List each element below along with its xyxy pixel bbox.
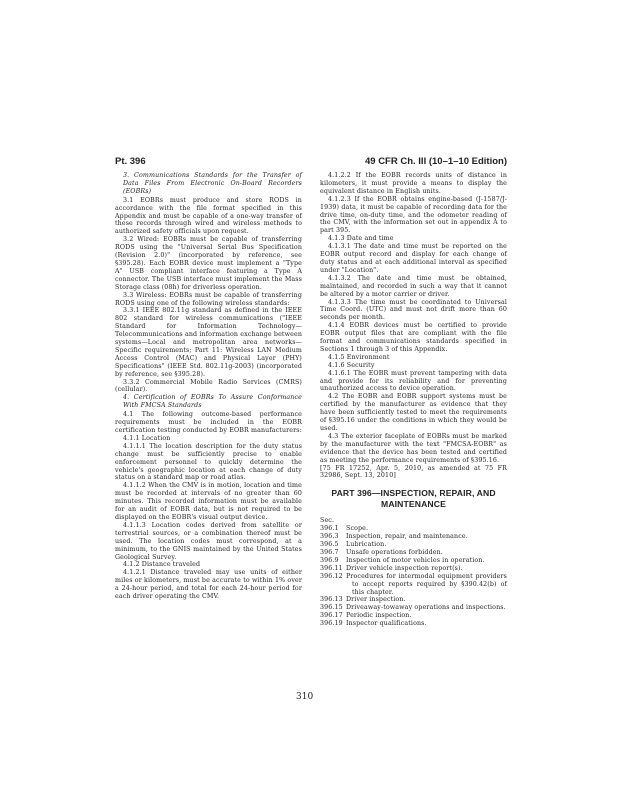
toc-section-title: Inspector qualifications.	[346, 620, 427, 628]
toc-entry	[320, 573, 507, 597]
toc-entry	[320, 604, 507, 612]
paragraph: 4.1.2 Distance traveled	[123, 561, 201, 569]
toc-section-number: 396.12	[320, 572, 343, 580]
toc-entry	[320, 612, 507, 620]
toc-entry	[320, 620, 507, 628]
paragraph: 3.3 Wireless: EOBRs must be capable of transferring RODS using one of the following wireless standards:	[115, 291, 302, 307]
paragraph: 4.1.3.2 The date and time must be obtained, maintained, and recorded in such a way that it cannot be altered by a motor carrier or driver.	[320, 274, 507, 298]
toc-entry	[320, 565, 507, 573]
toc-section-number: 396.5	[320, 541, 339, 549]
toc-section-number: 396.17	[320, 612, 343, 620]
toc-section-title: Driver inspection.	[346, 596, 406, 604]
toc-section-title: Driveaway-towaway operations and inspections.	[346, 604, 506, 612]
paragraph: 4.1.1.3 Location codes derived from satellite or terrestrial sources, or a combination thereof must be used. The location codes must correspond, at a minimum, to the GNIS maintained by the United States Geological Survey.	[115, 521, 302, 561]
toc-section-title: Inspection, repair, and maintenance.	[346, 533, 468, 541]
toc-entry	[320, 596, 507, 604]
paragraph: 4.1.2.1 Distance traveled may use units of either miles or kilometers, must be accurate to within 1% over a 24-hour period, and total for each 24-hour period for each driver operating the CMV.	[115, 569, 302, 601]
paragraph: 4.1.2.3 If the EOBR obtains engine-based (J-1587/J-1939) data, it must be capable of recording data for the drive time, on-duty time, and the odometer reading of the CMV, with the information set out in appendix A to part 395.	[320, 195, 507, 235]
section-heading: 3. Communications Standards for the Transfer of Data Files From Electronic On-Board Recorders (EOBRs)	[123, 172, 302, 195]
toc-section-number: 396.19	[320, 620, 343, 628]
paragraph: [75 FR 17252, Apr. 5, 2010, as amended at 75 FR 32986, Sept. 13, 2010]	[320, 464, 507, 480]
right-column-paragraphs	[320, 172, 507, 480]
paragraph: 4.1.1.2 When the CMV is in motion, location and time must be recorded at intervals of no greater than 60 minutes. This recorded information must be available for an audit of EOBR data, but is not required to be displayed on the EOBR's visual output device.	[115, 482, 302, 521]
toc-section-title: Inspection of motor vehicles in operation.	[346, 556, 485, 564]
table-of-contents	[320, 525, 507, 628]
running-head-title: 49 CFR Ch. III (10–1–10 Edition)	[364, 156, 507, 167]
toc-section-number: 396.3	[320, 533, 339, 541]
toc-entry	[320, 525, 507, 533]
paragraph: 4.1.3.1 The date and time must be reported on the EOBR output record and display for each change of duty status and at each additional interval as specified under "Location".	[320, 243, 507, 274]
paragraph: 4.1.6 Security	[328, 361, 375, 369]
toc-section-title: Unsafe operations forbidden.	[346, 548, 443, 556]
toc-section-number: 396.13	[320, 596, 343, 604]
toc-entry	[320, 533, 507, 541]
toc-entry	[320, 541, 507, 549]
paragraph: 3.3.2 Commercial Mobile Radio Services (CMRS) (cellular).	[115, 378, 302, 394]
toc-section-title: Procedures for intermodal equipment providers to accept reports required by §390.42(b) of this chapter.	[346, 572, 507, 596]
toc-section-title: Lubrication.	[346, 541, 387, 549]
toc-section-number: 396.15	[320, 604, 343, 612]
paragraph: 4.1.6.1 The EOBR must prevent tampering with data and provide for its reliability and for preventing unauthorized access to device operation.	[320, 369, 507, 393]
paragraph: 4.1.4 EOBR devices must be certified to provide EOBR output files that are compliant with the file format and communications standards specified in Sections 1 through 3 of this Appendix.	[320, 322, 507, 353]
right-column	[320, 172, 507, 628]
toc-section-number: 396.1	[320, 525, 339, 533]
toc-entry	[320, 557, 507, 565]
page-number: 310	[296, 692, 314, 702]
part-heading: PART 396—INSPECTION, REPAIR, AND MAINTENANCE	[331, 488, 496, 510]
paragraph: 3.3.1 IEEE 802.11g standard as defined in the IEEE 802 standard for wireless communications ("IEEE Standard for Information Technology—Telecommunications and information exchange between systems—Local and metropolitan area networks—Specific requirements; Part 11: Wireless LAN Medium Access Control (MAC) and Physical Layer (PHY) Specifications" (IEEE Std. 802.11g-2003) (incorporated by reference, see §395.28).	[115, 307, 302, 378]
paragraph: 4.1.5 Environment	[328, 353, 390, 361]
toc-section-title: Scope.	[346, 525, 369, 533]
toc-section-title: Driver vehicle inspection report(s).	[346, 564, 463, 572]
toc-section-number: 396.11	[320, 564, 343, 572]
toc-section-title: Periodic inspection.	[346, 612, 412, 620]
paragraph: 4.1 The following outcome-based performance requirements must be included in the EOBR certification testing conducted by EOBR manufacturers:	[115, 411, 302, 434]
paragraph: 4.2 The EOBR and EOBR support systems must be certified by the manufacturer as evidence that they have been sufficiently tested to meet the requirements of §395.16 under the conditions in which they would be used.	[320, 393, 507, 432]
paragraph: 4.1.2.2 If the EOBR records units of distance in kilometers, it must provide a means to display the equivalent distance in English units.	[320, 172, 507, 195]
paragraph: 4.1.3.3 The time must be coordinated to Universal Time Coord. (UTC) and must not drift more than 60 seconds per month.	[320, 298, 507, 322]
left-column	[115, 172, 302, 601]
paragraph: 3.1 EOBRs must produce and store RODS in accordance with the file format specified in this Appendix and must be capable of a one-way transfer of these records through wired and wireless methods to authorized safety officials upon request.	[115, 196, 302, 236]
paragraph: 4.1.1 Location	[123, 434, 171, 442]
paragraph: 4.1.1.1 The location description for the duty status change must be sufficiently precise to enable enforcement personnel to quickly determine the vehicle's geographic location at each change of duty status on a standard map or road atlas.	[115, 442, 302, 482]
toc-section-number: 396.9	[320, 556, 339, 564]
toc-entry	[320, 549, 507, 557]
paragraph: 4.3 The exterior faceplate of EOBRs must be marked by the manufacturer with the text "FMCSA-EOBR" as evidence that the device has been tested and certified as meeting the performance requirements of §395.16.	[320, 432, 507, 464]
paragraph: 3.2 Wired: EOBRs must be capable of transferring RODS using the "Universal Serial Bus Specification (Revision 2.0)" (incorporated by reference, see §395.28). Each EOBR device must implement a "Type A" USB compliant interface featuring a Type A connector. The USB interface must implement the Mass Storage class (08h) for driverless operation.	[115, 236, 302, 291]
running-head-part: Pt. 396	[115, 156, 146, 167]
toc-section-number: 396.7	[320, 548, 339, 556]
paragraph: 4.1.3 Date and time	[328, 235, 394, 243]
section-heading: 4. Certification of EOBRs To Assure Conformance With FMCSA Standards	[123, 394, 302, 410]
toc-section-label: Sec.	[320, 517, 335, 525]
